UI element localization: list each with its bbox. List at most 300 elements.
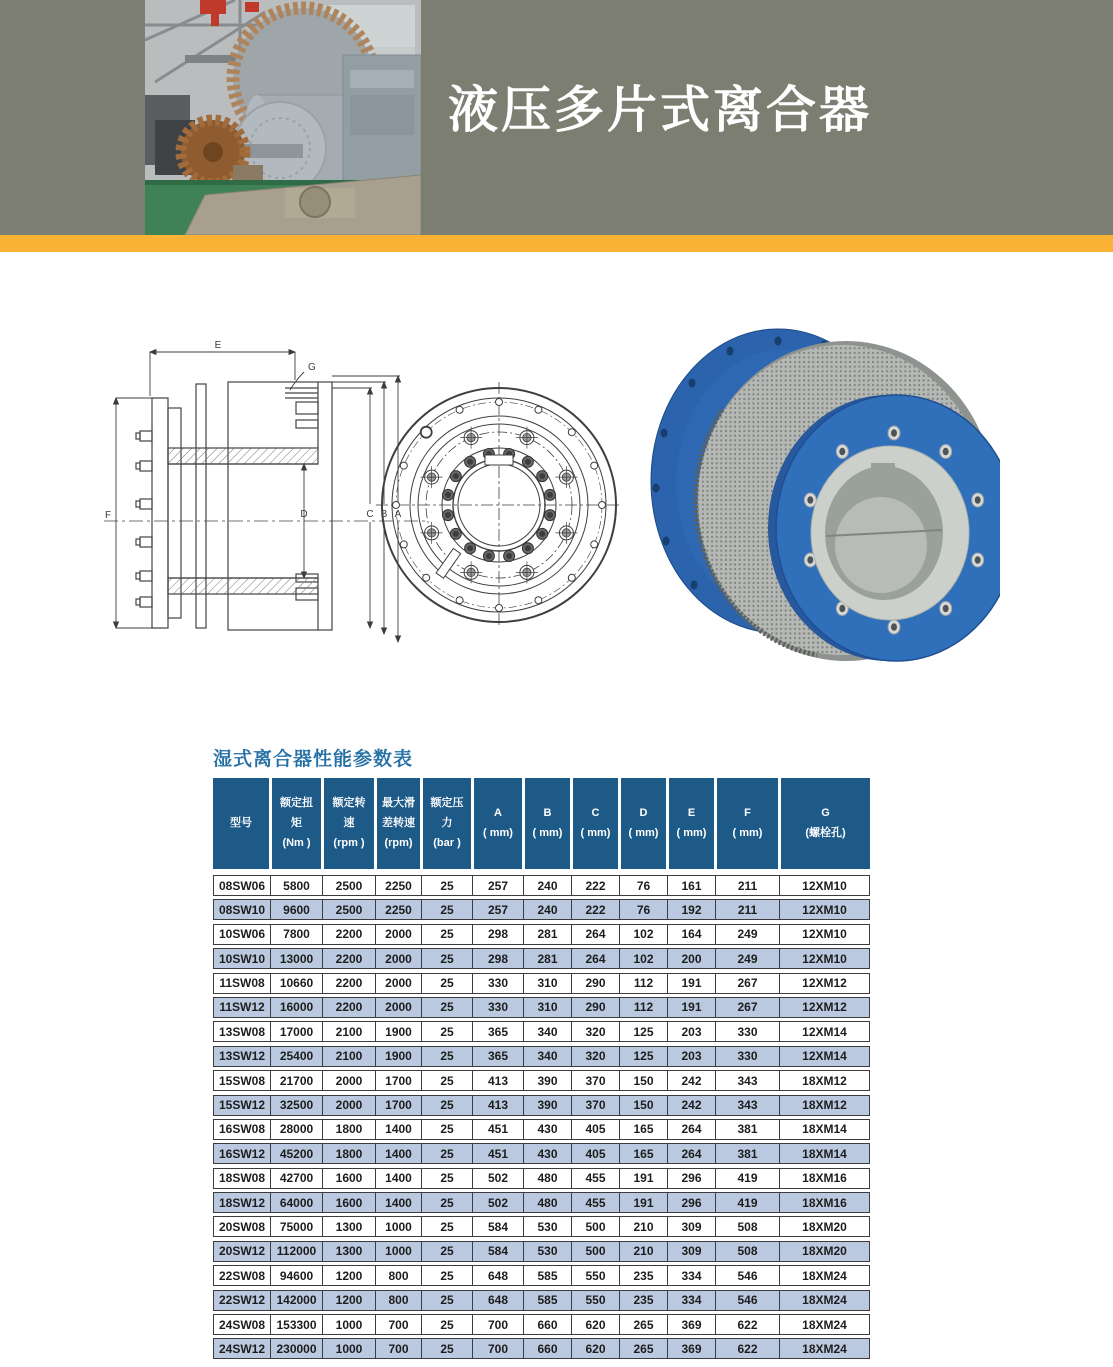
column-header-line: C — [591, 807, 600, 819]
value-cell: 1000 — [322, 1315, 375, 1334]
value-cell: 18XM24 — [779, 1291, 869, 1310]
column-header-line: ( mm) — [483, 827, 513, 839]
value-cell: 2500 — [322, 876, 375, 895]
value-cell: 150 — [619, 1071, 667, 1090]
face-bolt-hole — [972, 493, 984, 507]
column-header-line: 额定扭 — [280, 797, 313, 809]
value-cell: 12XM10 — [779, 876, 869, 895]
value-cell: 1400 — [375, 1193, 421, 1212]
value-cell: 7800 — [270, 925, 322, 944]
table-row — [213, 1143, 870, 1164]
value-cell: 200 — [667, 949, 715, 968]
value-cell: 25 — [421, 1071, 472, 1090]
value-cell: 2250 — [375, 876, 421, 895]
column-header — [420, 778, 471, 869]
model-cell: 13SW12 — [218, 1049, 266, 1064]
value-cell: 153300 — [270, 1315, 322, 1334]
dimension-label-D: D — [300, 509, 308, 520]
value-cell: 25 — [421, 1315, 472, 1334]
value-cell: 25 — [421, 1047, 472, 1066]
mid-bolt — [516, 561, 538, 583]
value-cell: 430 — [523, 1120, 571, 1139]
value-cell: 267 — [715, 974, 779, 993]
value-cell: 585 — [523, 1291, 571, 1310]
value-cell: 211 — [715, 876, 779, 895]
value-cell: 25 — [421, 876, 472, 895]
rim-bolt-hole — [599, 502, 606, 509]
value-cell: 25 — [421, 1169, 472, 1188]
value-cell: 309 — [667, 1217, 715, 1236]
value-cell: 365 — [472, 1047, 523, 1066]
table-row — [213, 1338, 870, 1359]
value-cell: 330 — [472, 998, 523, 1017]
rim-bolt-hole — [400, 462, 407, 469]
value-cell: 370 — [571, 1096, 619, 1115]
value-cell: 620 — [571, 1339, 619, 1358]
table-row — [213, 1192, 870, 1213]
value-cell: 584 — [472, 1217, 523, 1236]
value-cell: 508 — [715, 1217, 779, 1236]
model-cell: 11SW12 — [219, 1000, 265, 1015]
model-cell: 22SW12 — [218, 1293, 266, 1308]
value-cell: 390 — [523, 1096, 571, 1115]
rim-bolt-hole — [456, 597, 463, 604]
value-cell: 10660 — [270, 974, 322, 993]
value-cell: 620 — [571, 1315, 619, 1334]
value-cell: 1600 — [322, 1193, 375, 1212]
value-cell: 12XM12 — [779, 974, 869, 993]
value-cell: 264 — [667, 1144, 715, 1163]
column-header — [778, 778, 870, 869]
value-cell: 1300 — [322, 1217, 375, 1236]
column-header — [666, 778, 714, 869]
rim-bolt-hole — [568, 574, 575, 581]
value-cell: 264 — [667, 1120, 715, 1139]
value-cell: 265 — [619, 1339, 667, 1358]
face-bolt-hole — [940, 602, 952, 616]
value-cell: 25 — [421, 1120, 472, 1139]
column-header — [269, 778, 321, 869]
value-cell: 165 — [619, 1144, 667, 1163]
value-cell: 203 — [667, 1047, 715, 1066]
value-cell: 25 — [421, 1242, 472, 1261]
value-cell: 18XM14 — [779, 1120, 869, 1139]
column-header — [618, 778, 666, 869]
value-cell: 660 — [523, 1339, 571, 1358]
value-cell: 660 — [523, 1315, 571, 1334]
value-cell: 405 — [571, 1144, 619, 1163]
value-cell: 191 — [619, 1193, 667, 1212]
column-header-line: 最大滑 — [382, 797, 415, 809]
value-cell: 1400 — [375, 1169, 421, 1188]
value-cell: 2200 — [322, 949, 375, 968]
face-bolt-hole — [972, 553, 984, 567]
value-cell: 25 — [421, 1022, 472, 1041]
table-row — [213, 1070, 870, 1091]
rim-bolt-hole — [591, 462, 598, 469]
table-row — [213, 1216, 870, 1237]
value-cell: 390 — [523, 1071, 571, 1090]
column-header-line: G — [821, 807, 830, 819]
value-cell: 369 — [667, 1339, 715, 1358]
table-row — [213, 1241, 870, 1262]
value-cell: 550 — [571, 1266, 619, 1285]
value-cell: 508 — [715, 1242, 779, 1261]
column-header-line: 额定转 — [332, 797, 366, 809]
rim-bolt-hole — [535, 406, 542, 413]
value-cell: 222 — [571, 900, 619, 919]
value-cell: 2100 — [322, 1022, 375, 1041]
mid-bolt — [460, 427, 482, 449]
table-row — [213, 1265, 870, 1286]
rim-bolt-hole — [456, 406, 463, 413]
value-cell: 45200 — [270, 1144, 322, 1163]
value-cell: 455 — [571, 1193, 619, 1212]
value-cell: 242 — [667, 1071, 715, 1090]
column-header-line: E — [687, 807, 696, 819]
rim-bolt-hole — [393, 502, 400, 509]
table-body — [213, 875, 870, 1359]
column-header-line: (rpm ) — [333, 837, 365, 849]
value-cell: 25 — [421, 1096, 472, 1115]
table-row — [213, 924, 870, 945]
value-cell: 18XM14 — [779, 1144, 869, 1163]
value-cell: 25 — [421, 949, 472, 968]
value-cell: 584 — [472, 1242, 523, 1261]
value-cell: 112000 — [270, 1242, 322, 1261]
value-cell: 210 — [619, 1217, 667, 1236]
value-cell: 1400 — [375, 1120, 421, 1139]
table-row — [213, 899, 870, 920]
model-cell: 24SW12 — [218, 1341, 266, 1356]
table-header-row — [213, 778, 870, 869]
value-cell: 265 — [619, 1315, 667, 1334]
inner-bolt — [450, 528, 461, 539]
value-cell: 1600 — [322, 1169, 375, 1188]
value-cell: 310 — [523, 974, 571, 993]
column-header-line: (Nm ) — [282, 837, 311, 849]
face-bolt-hole — [888, 426, 900, 440]
column-header-line: (bar ) — [433, 837, 461, 849]
parameters-table — [213, 778, 870, 1359]
value-cell: 249 — [715, 925, 779, 944]
value-cell: 18XM12 — [779, 1096, 869, 1115]
inner-bolt — [443, 489, 454, 500]
value-cell: 21700 — [270, 1071, 322, 1090]
column-header-line: 速 — [343, 817, 355, 829]
value-cell: 230000 — [270, 1339, 322, 1358]
value-cell: 125 — [619, 1047, 667, 1066]
model-cell: 08SW06 — [218, 878, 266, 893]
front-view-drawing — [374, 380, 624, 630]
value-cell: 267 — [715, 998, 779, 1017]
model-cell: 18SW12 — [218, 1195, 266, 1210]
inner-bolt — [537, 471, 548, 482]
value-cell: 94600 — [270, 1266, 322, 1285]
inner-bolt — [537, 528, 548, 539]
value-cell: 381 — [715, 1120, 779, 1139]
value-cell: 1800 — [322, 1120, 375, 1139]
value-cell: 451 — [472, 1144, 523, 1163]
column-header-line: (螺栓孔) — [805, 827, 846, 839]
value-cell: 330 — [472, 974, 523, 993]
value-cell: 203 — [667, 1022, 715, 1041]
value-cell: 13000 — [270, 949, 322, 968]
column-header-line: F — [744, 807, 751, 819]
value-cell: 102 — [619, 949, 667, 968]
value-cell: 1000 — [375, 1242, 421, 1261]
value-cell: 18XM16 — [779, 1193, 869, 1212]
rim-bolt-hole — [568, 429, 575, 436]
column-header-line: 矩 — [291, 817, 302, 829]
rim-bolt-hole — [591, 541, 598, 548]
table-title: 湿式离合器性能参数表 — [213, 749, 414, 770]
table-row — [213, 997, 870, 1018]
column-header-line: D — [639, 807, 648, 819]
value-cell: 240 — [523, 900, 571, 919]
value-cell: 18XM24 — [779, 1339, 869, 1358]
value-cell: 530 — [523, 1217, 571, 1236]
value-cell: 12XM14 — [779, 1022, 869, 1041]
value-cell: 648 — [472, 1291, 523, 1310]
value-cell: 1000 — [375, 1217, 421, 1236]
value-cell: 249 — [715, 949, 779, 968]
value-cell: 296 — [667, 1193, 715, 1212]
value-cell: 1000 — [322, 1339, 375, 1358]
value-cell: 281 — [523, 949, 571, 968]
value-cell: 320 — [571, 1047, 619, 1066]
machinery-photo-image — [145, 0, 421, 235]
value-cell: 32500 — [270, 1096, 322, 1115]
value-cell: 64000 — [270, 1193, 322, 1212]
value-cell: 480 — [523, 1169, 571, 1188]
value-cell: 2500 — [322, 900, 375, 919]
value-cell: 25400 — [270, 1047, 322, 1066]
value-cell: 2000 — [322, 1096, 375, 1115]
column-header-line: 差转速 — [382, 817, 415, 829]
inner-bolt — [545, 489, 556, 500]
value-cell: 585 — [523, 1266, 571, 1285]
value-cell: 451 — [472, 1120, 523, 1139]
face-bolt-hole — [888, 620, 900, 634]
face-bolt-hole — [940, 445, 952, 459]
value-cell: 25 — [421, 925, 472, 944]
value-cell: 192 — [667, 900, 715, 919]
value-cell: 242 — [667, 1096, 715, 1115]
value-cell: 622 — [715, 1339, 779, 1358]
value-cell: 28000 — [270, 1120, 322, 1139]
value-cell: 257 — [472, 876, 523, 895]
face-bolt-hole — [804, 493, 816, 507]
value-cell: 18XM16 — [779, 1169, 869, 1188]
value-cell: 2000 — [375, 998, 421, 1017]
value-cell: 42700 — [270, 1169, 322, 1188]
inner-bolt — [483, 551, 494, 562]
inner-bolt — [522, 456, 533, 467]
value-cell: 455 — [571, 1169, 619, 1188]
value-cell: 235 — [619, 1266, 667, 1285]
column-header-line: B — [543, 807, 552, 819]
rim-bolt-hole — [421, 427, 432, 438]
value-cell: 2200 — [322, 998, 375, 1017]
value-cell: 546 — [715, 1266, 779, 1285]
table-row — [213, 1314, 870, 1335]
column-header — [213, 778, 269, 869]
value-cell: 622 — [715, 1315, 779, 1334]
value-cell: 2200 — [322, 974, 375, 993]
model-cell: 16SW08 — [218, 1122, 266, 1137]
column-header-line: ( mm) — [628, 827, 659, 839]
value-cell: 700 — [375, 1339, 421, 1358]
value-cell: 5800 — [270, 876, 322, 895]
value-cell: 25 — [421, 900, 472, 919]
value-cell: 700 — [472, 1315, 523, 1334]
column-header-line: 力 — [441, 817, 453, 829]
column-header-line: (rpm) — [384, 837, 413, 849]
value-cell: 365 — [472, 1022, 523, 1041]
column-header-line: ( mm) — [580, 827, 611, 839]
accent-bar — [0, 235, 1113, 252]
value-cell: 235 — [619, 1291, 667, 1310]
value-cell: 500 — [571, 1242, 619, 1261]
value-cell: 191 — [667, 974, 715, 993]
value-cell: 800 — [375, 1266, 421, 1285]
value-cell: 1700 — [375, 1096, 421, 1115]
mid-bolt — [460, 561, 482, 583]
dimension-label-G: G — [308, 362, 316, 373]
value-cell: 296 — [667, 1169, 715, 1188]
value-cell: 211 — [715, 900, 779, 919]
dimension-label-B: B — [380, 509, 388, 520]
value-cell: 330 — [715, 1022, 779, 1041]
value-cell: 18XM20 — [779, 1242, 869, 1261]
value-cell: 1900 — [375, 1022, 421, 1041]
inner-bolt — [522, 543, 533, 554]
value-cell: 1300 — [322, 1242, 375, 1261]
value-cell: 298 — [472, 949, 523, 968]
table-row — [213, 973, 870, 994]
value-cell: 700 — [472, 1339, 523, 1358]
value-cell: 370 — [571, 1071, 619, 1090]
value-cell: 413 — [472, 1071, 523, 1090]
machinery-photo — [145, 0, 421, 235]
mid-bolt — [555, 466, 577, 488]
value-cell: 369 — [667, 1315, 715, 1334]
value-cell: 165 — [619, 1120, 667, 1139]
value-cell: 112 — [619, 998, 667, 1017]
value-cell: 161 — [667, 876, 715, 895]
value-cell: 430 — [523, 1144, 571, 1163]
inner-bolt — [465, 543, 476, 554]
clutch-3d-render — [650, 323, 1000, 673]
inner-bolt — [443, 510, 454, 521]
rim-bolt-hole — [496, 399, 503, 406]
value-cell: 142000 — [270, 1291, 322, 1310]
value-cell: 12XM14 — [779, 1047, 869, 1066]
inner-bolt — [450, 471, 461, 482]
model-cell: 15SW12 — [218, 1098, 266, 1113]
value-cell: 340 — [523, 1022, 571, 1041]
column-header — [714, 778, 778, 869]
dimension-label-A: A — [394, 509, 402, 520]
value-cell: 1800 — [322, 1144, 375, 1163]
value-cell: 310 — [523, 998, 571, 1017]
value-cell: 76 — [619, 900, 667, 919]
page-title: 液压多片式离合器 — [448, 82, 872, 138]
rim-bolt-hole — [423, 574, 430, 581]
value-cell: 298 — [472, 925, 523, 944]
column-header — [570, 778, 618, 869]
value-cell: 340 — [523, 1047, 571, 1066]
column-header — [471, 778, 522, 869]
value-cell: 500 — [571, 1217, 619, 1236]
value-cell: 150 — [619, 1096, 667, 1115]
model-cell: 16SW12 — [218, 1146, 266, 1161]
inner-bolt — [465, 456, 476, 467]
value-cell: 419 — [715, 1193, 779, 1212]
value-cell: 502 — [472, 1193, 523, 1212]
value-cell: 2000 — [375, 925, 421, 944]
value-cell: 257 — [472, 900, 523, 919]
table-row — [213, 1119, 870, 1140]
value-cell: 1900 — [375, 1047, 421, 1066]
face-bolt-hole — [836, 445, 848, 459]
value-cell: 290 — [571, 998, 619, 1017]
value-cell: 2250 — [375, 900, 421, 919]
value-cell: 18XM24 — [779, 1315, 869, 1334]
value-cell: 1700 — [375, 1071, 421, 1090]
model-cell: 20SW12 — [218, 1244, 266, 1259]
value-cell: 800 — [375, 1291, 421, 1310]
value-cell: 343 — [715, 1071, 779, 1090]
model-cell: 08SW10 — [218, 902, 266, 917]
value-cell: 1400 — [375, 1144, 421, 1163]
table-row — [213, 875, 870, 896]
value-cell: 700 — [375, 1315, 421, 1334]
value-cell: 75000 — [270, 1217, 322, 1236]
value-cell: 76 — [619, 876, 667, 895]
column-header — [522, 778, 570, 869]
value-cell: 419 — [715, 1169, 779, 1188]
dimension-label-F: F — [104, 510, 112, 521]
value-cell: 25 — [421, 998, 472, 1017]
value-cell: 222 — [571, 876, 619, 895]
value-cell: 648 — [472, 1266, 523, 1285]
value-cell: 12XM10 — [779, 949, 869, 968]
value-cell: 320 — [571, 1022, 619, 1041]
column-header — [321, 778, 374, 869]
value-cell: 334 — [667, 1291, 715, 1310]
value-cell: 25 — [421, 1339, 472, 1358]
table-row — [213, 948, 870, 969]
value-cell: 381 — [715, 1144, 779, 1163]
value-cell: 12XM12 — [779, 998, 869, 1017]
value-cell: 102 — [619, 925, 667, 944]
value-cell: 264 — [571, 949, 619, 968]
model-cell: 22SW08 — [218, 1268, 266, 1283]
mid-bolt — [421, 522, 443, 544]
model-cell: 15SW08 — [218, 1073, 266, 1088]
table-row — [213, 1095, 870, 1116]
column-header-line: 额定压 — [430, 797, 464, 809]
value-cell: 550 — [571, 1291, 619, 1310]
inner-bolt — [504, 551, 515, 562]
column-header-line: ( mm) — [532, 827, 563, 839]
rim-bolt-hole — [400, 541, 407, 548]
value-cell: 125 — [619, 1022, 667, 1041]
value-cell: 290 — [571, 974, 619, 993]
value-cell: 1200 — [322, 1266, 375, 1285]
